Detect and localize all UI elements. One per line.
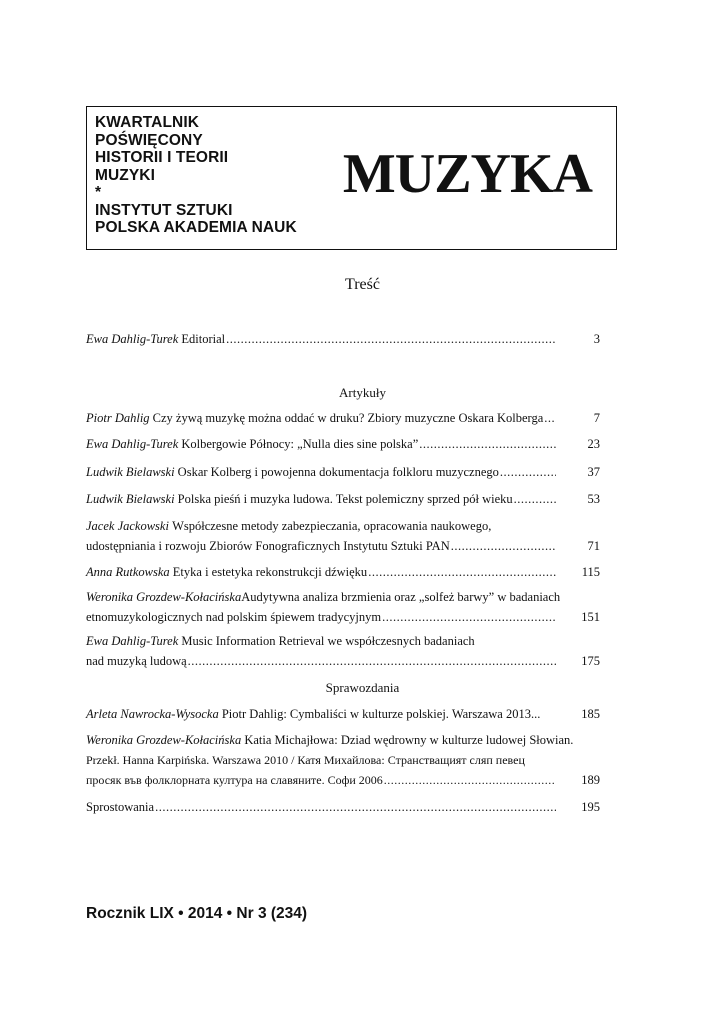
leader-dots (514, 489, 556, 509)
section-heading-articles: Artykuły (339, 385, 386, 400)
masthead-line: POLSKA AKADEMIA NAUK (95, 219, 297, 236)
toc-entry-report[interactable] (86, 704, 600, 724)
entry-author: Arleta Nawrocka-Wysocka (86, 707, 219, 721)
entry-title: Music Information Retrieval we współczesnych badaniach (181, 634, 475, 648)
entry-page: 195 (581, 800, 600, 814)
toc-entry-article[interactable] (86, 516, 600, 556)
issue-info: Rocznik LIX • 2014 • Nr 3 (234) (86, 905, 308, 922)
entry-title: Katia Michajłowa: Dziad wędrowny w kulturze ludowej Słowian. (244, 733, 574, 747)
masthead-line: * (95, 184, 102, 201)
toc-entry-editorial[interactable] (86, 329, 600, 349)
entry-title-continued: nad muzyką ludową (86, 654, 187, 668)
toc-entry-article[interactable] (86, 562, 600, 582)
entry-author: Weronika Grozdew-Kołacińska (86, 733, 242, 747)
toc-entry-corrections[interactable] (86, 797, 600, 817)
contents-heading: Treść (345, 276, 380, 293)
entry-page: 3 (593, 332, 600, 346)
entry-page: 151 (581, 610, 600, 624)
entry-author: Ewa Dahlig-Turek (86, 437, 179, 451)
entry-page: 71 (587, 539, 600, 553)
masthead-line: HISTORII I TEORII (95, 149, 229, 166)
leader-dots (500, 462, 556, 482)
entry-title: Sprostowania (86, 800, 155, 814)
entry-title: Piotr Dahlig: Cymbaliści w kulturze polskiej. Warszawa 2013... (221, 707, 541, 721)
leader-dots (368, 562, 556, 582)
entry-title-continued: udostępniania i rozwoju Zbiorów Fonograficznych Instytutu Sztuki PAN (86, 539, 450, 553)
toc-entry-article[interactable] (86, 408, 600, 428)
entry-title-continued: etnomuzykologicznych nad polskim śpiewem tradycyjnym (86, 610, 382, 624)
leader-dots (384, 770, 556, 790)
entry-author: Anna Rutkowska (86, 565, 170, 579)
leader-dots (226, 329, 556, 349)
entry-title: Kolbergowie Północy: „Nulla dies sine polska” (181, 437, 419, 451)
entry-author: Ludwik Bielawski (86, 492, 175, 506)
journal-title: MUZYKA (342, 143, 592, 205)
leader-dots (188, 651, 556, 671)
entry-title: Czy żywą muzykę można oddać w druku? Zbiory muzyczne Oskara Kolberga (152, 411, 544, 425)
entry-author: Piotr Dahlig (86, 411, 150, 425)
masthead-line: INSTYTUT SZTUKI (95, 201, 233, 219)
entry-page: 185 (581, 707, 600, 721)
toc-entry-article[interactable] (86, 489, 600, 509)
leader-dots (451, 536, 556, 556)
masthead-publisher-block (95, 114, 297, 237)
leader-dots (155, 797, 556, 817)
entry-page: 37 (587, 465, 600, 479)
leader-dots (544, 408, 556, 428)
toc-entry-article[interactable] (86, 434, 600, 454)
entry-page: 189 (581, 773, 600, 787)
masthead-line: KWARTALNIK (95, 114, 200, 131)
entry-title: Editorial (181, 332, 226, 346)
masthead-box (86, 106, 617, 250)
leader-dots (382, 607, 556, 627)
entry-page: 175 (581, 654, 600, 668)
entry-author: Ludwik Bielawski (86, 465, 175, 479)
entry-title-continued: просяк във фолклорната култура на славяните. Софи 2006 (86, 773, 383, 787)
toc-entry-report[interactable] (86, 730, 600, 790)
leader-dots (419, 434, 556, 454)
entry-title: Oskar Kolberg i powojenna dokumentacja folkloru muzycznego (177, 465, 499, 479)
entry-page: 7 (593, 411, 600, 425)
masthead-line: POŚWIĘCONY (95, 131, 203, 149)
entry-page: 115 (581, 565, 600, 579)
entry-title-continued: Przekł. Hanna Karpińska. Warszawa 2010 / Катя Михайлова: Странстващият сляп певец (86, 753, 525, 767)
masthead-line: MUZYKI (95, 166, 156, 184)
entry-author: Jacek Jackowski (86, 519, 169, 533)
entry-title: Polska pieśń i muzyka ludowa. Tekst polemiczny sprzed pół wieku (177, 492, 513, 506)
toc-entry-article[interactable] (86, 631, 600, 671)
entry-author: Ewa Dahlig-Turek (86, 634, 179, 648)
entry-page: 23 (587, 437, 600, 451)
entry-title: Współczesne metody zabezpieczania, opracowania naukowego, (172, 519, 492, 533)
entry-title: Audytywna analiza brzmienia oraz „solfeż barwy” w badaniach (241, 590, 561, 604)
entry-author: Weronika Grozdew-Kołacińska (86, 590, 242, 604)
toc-entry-article[interactable] (86, 587, 600, 627)
entry-title: Etyka i estetyka rekonstrukcji dźwięku (172, 565, 368, 579)
entry-author: Ewa Dahlig-Turek (86, 332, 179, 346)
section-heading-reports: Sprawozdania (325, 680, 400, 695)
entry-page: 53 (587, 492, 600, 506)
toc-entry-article[interactable] (86, 462, 600, 482)
